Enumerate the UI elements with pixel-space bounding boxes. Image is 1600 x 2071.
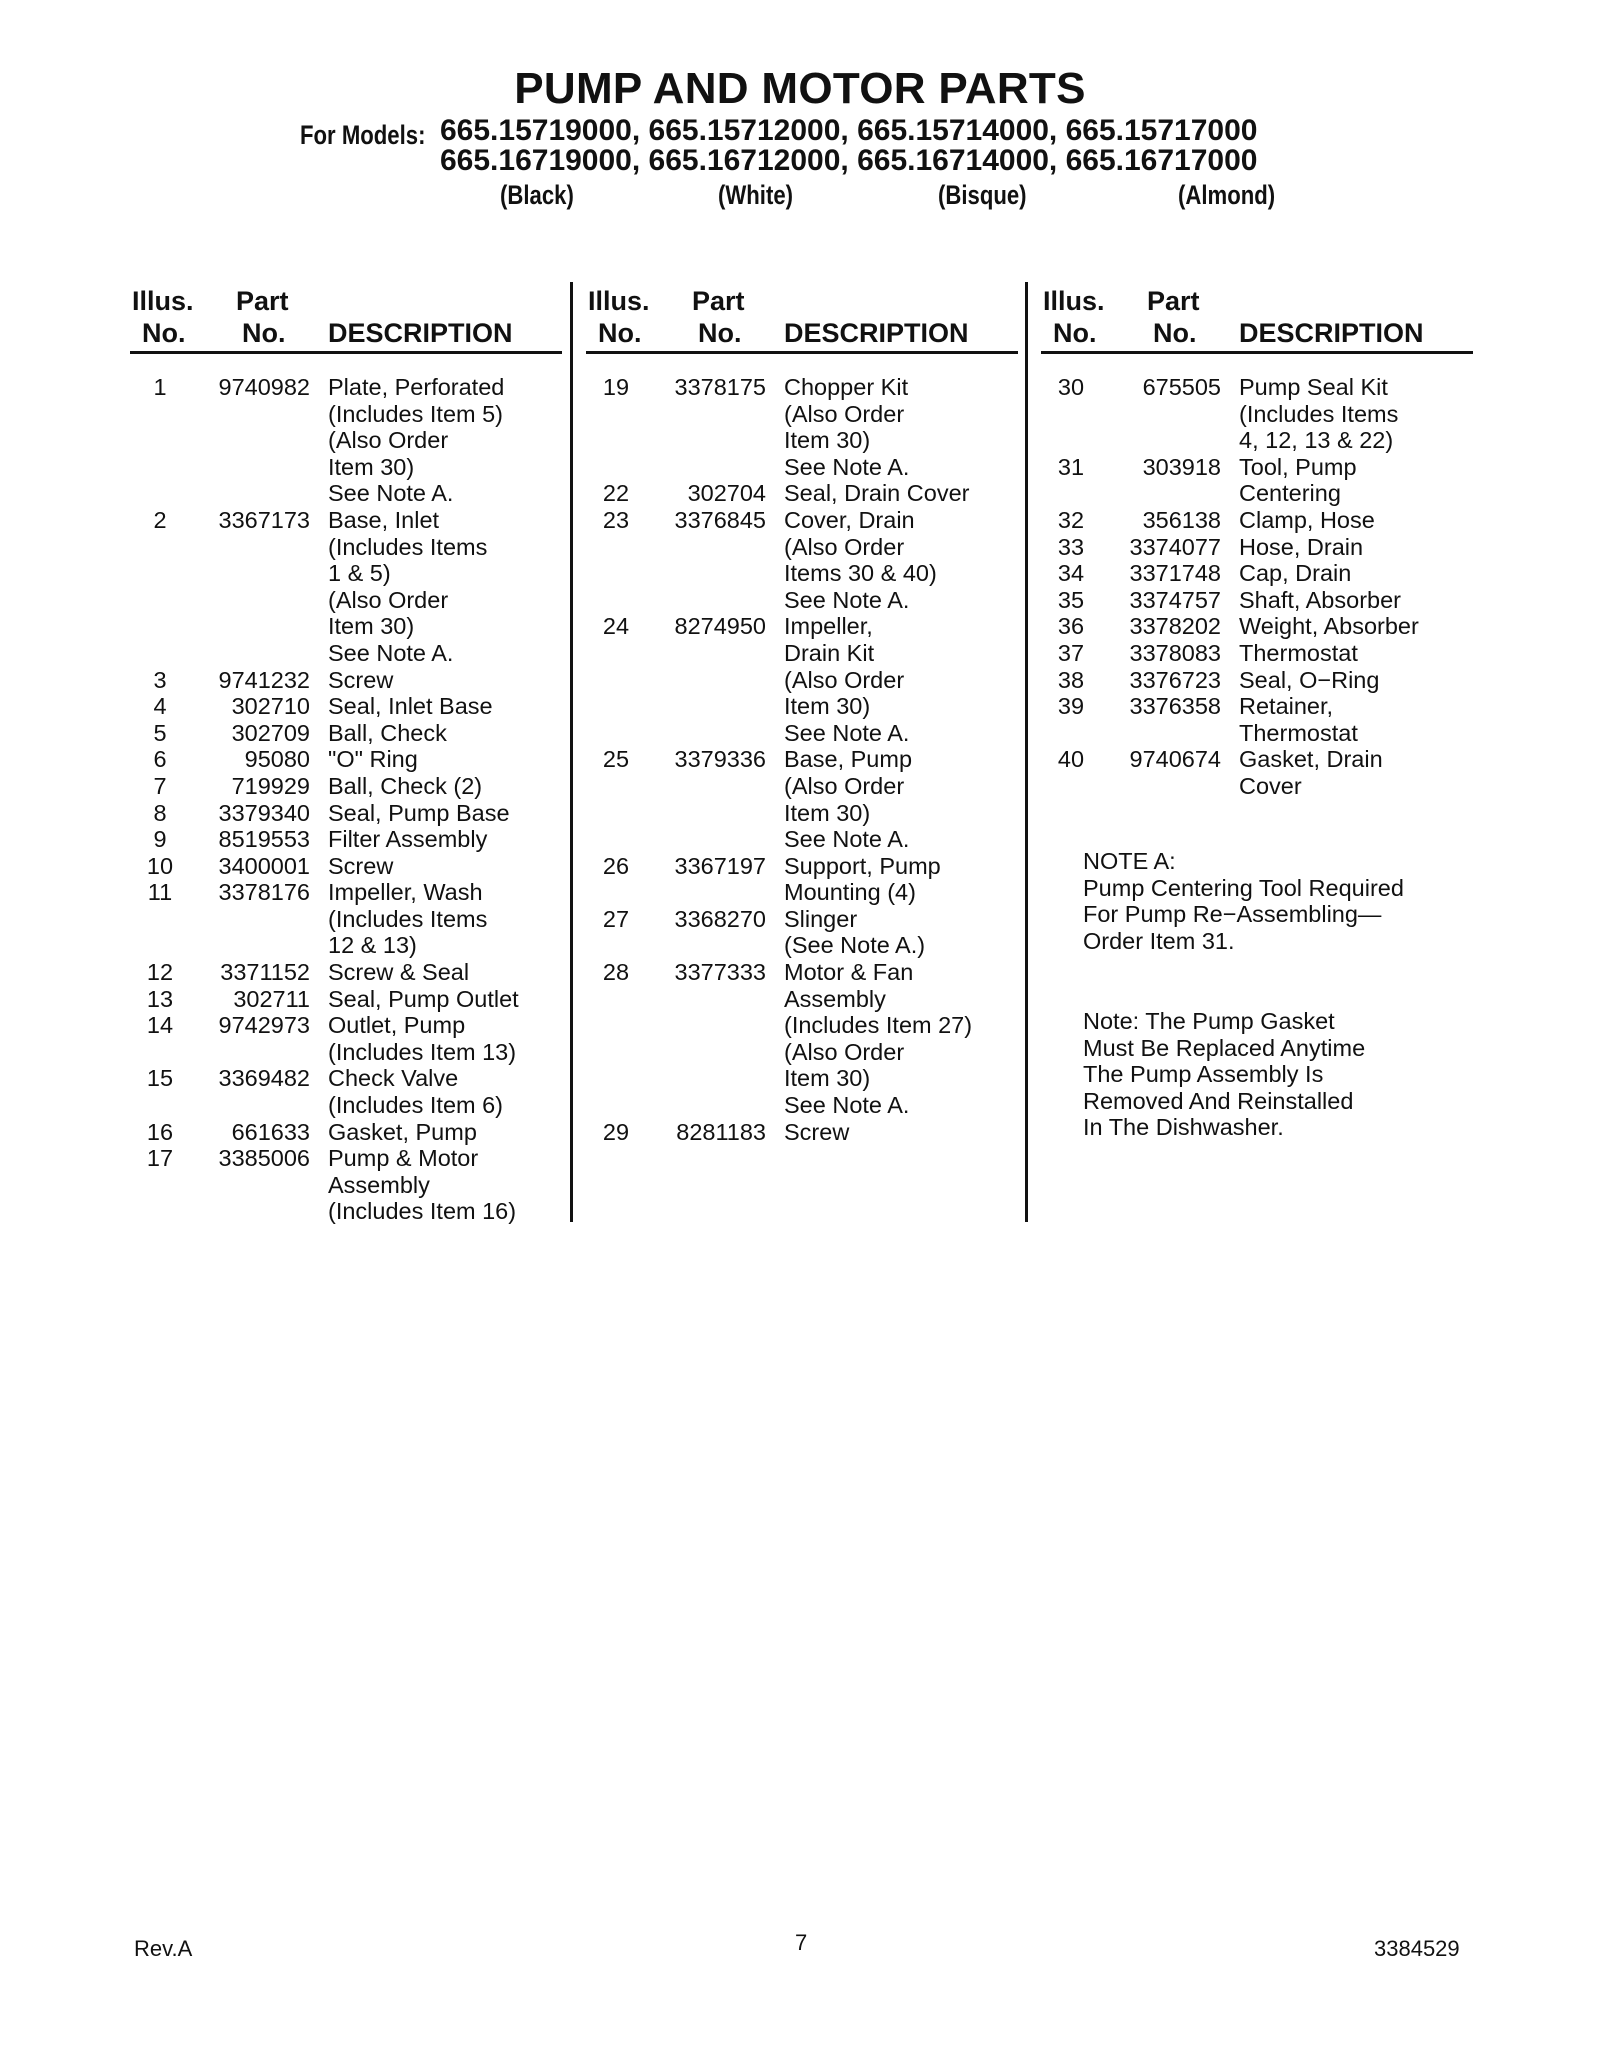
part-header-1: Part xyxy=(692,286,745,316)
part-number: 9742973 xyxy=(218,1012,310,1039)
description-line: 12 & 13) xyxy=(328,932,417,959)
illus-number: 5 xyxy=(153,719,167,746)
description-line: Tool, Pump xyxy=(1239,453,1357,480)
parts-row xyxy=(130,746,519,773)
description-line: Check Valve xyxy=(328,1065,459,1092)
part-number: 8274950 xyxy=(674,613,766,640)
part-header-2: No. xyxy=(698,318,742,348)
part-number: 3371152 xyxy=(220,959,310,986)
parts-row xyxy=(130,800,519,827)
illus-number: 40 xyxy=(1057,746,1085,773)
column-header xyxy=(586,282,1018,354)
part-description xyxy=(328,1119,519,1146)
part-number: 3400001 xyxy=(218,852,310,879)
part-description xyxy=(784,374,972,480)
part-description xyxy=(328,1065,519,1118)
part-number: 3374757 xyxy=(1129,586,1221,613)
illus-number: 23 xyxy=(602,506,630,533)
description-line: Gasket, Pump xyxy=(328,1118,477,1145)
parts-rows xyxy=(130,374,519,1225)
part-number: 3379340 xyxy=(218,799,310,826)
parts-row xyxy=(130,507,519,667)
part-header-1: Part xyxy=(236,286,289,316)
description-line: Support, Pump xyxy=(784,852,941,879)
part-description xyxy=(1239,667,1419,694)
part-number: 3369482 xyxy=(218,1065,310,1092)
note-gasket-line: The Pump Assembly Is xyxy=(1083,1061,1324,1088)
description-line: Impeller, xyxy=(784,613,873,640)
illus-number: 37 xyxy=(1057,639,1085,666)
description-line: Hose, Drain xyxy=(1239,533,1364,560)
column-header xyxy=(1041,282,1473,354)
description-line: Cap, Drain xyxy=(1239,560,1352,587)
illus-number: 36 xyxy=(1057,613,1085,640)
illus-number: 16 xyxy=(146,1118,174,1145)
illus-number: 10 xyxy=(146,852,174,879)
part-description xyxy=(328,667,519,694)
description-line: (Includes Items xyxy=(328,905,488,932)
description-line: Screw & Seal xyxy=(328,959,470,986)
illus-number: 1 xyxy=(153,374,167,400)
description-line: Assembly xyxy=(328,1171,430,1198)
parts-row xyxy=(130,773,519,800)
parts-row xyxy=(130,986,519,1013)
illus-number: 6 xyxy=(153,746,167,773)
note-a-line: Order Item 31. xyxy=(1083,927,1235,954)
part-number: 3371748 xyxy=(1129,560,1221,587)
illus-number: 12 xyxy=(146,959,174,986)
part-number: 3378176 xyxy=(218,879,310,906)
illus-number: 17 xyxy=(146,1145,174,1172)
color-black: (Black) xyxy=(500,180,574,210)
description-line: (Also Order xyxy=(784,1038,905,1065)
note-gasket xyxy=(1083,1008,1365,1141)
parts-row xyxy=(1041,374,1419,454)
description-line: Thermostat xyxy=(1239,639,1358,666)
note-gasket-line: Must Be Replaced Anytime xyxy=(1083,1034,1366,1061)
part-description xyxy=(784,507,972,613)
description-line: (Includes Items xyxy=(328,533,488,560)
parts-row xyxy=(130,1065,519,1118)
parts-row xyxy=(1041,667,1419,694)
illus-header-1: Illus. xyxy=(1043,286,1105,316)
description-line: Clamp, Hose xyxy=(1239,506,1375,533)
part-number: 3376845 xyxy=(674,506,766,533)
parts-row xyxy=(1041,587,1419,614)
description-line: Drain Kit xyxy=(784,639,875,666)
parts-row xyxy=(586,906,972,959)
parts-row xyxy=(1041,454,1419,507)
parts-row xyxy=(1041,746,1419,799)
part-description xyxy=(328,800,519,827)
parts-row xyxy=(1041,507,1419,534)
parts-row xyxy=(130,853,519,880)
description-line: Centering xyxy=(1239,480,1341,507)
illus-number: 30 xyxy=(1057,374,1085,400)
parts-row xyxy=(130,374,519,507)
part-description xyxy=(328,1145,519,1225)
description-line: Filter Assembly xyxy=(328,826,488,853)
description-line: Ball, Check (2) xyxy=(328,772,483,799)
column-divider xyxy=(570,282,573,1222)
part-description xyxy=(1239,613,1419,640)
part-description xyxy=(328,773,519,800)
parts-column-1 xyxy=(130,282,562,1225)
parts-row xyxy=(1041,693,1419,746)
note-gasket-line: Note: The Pump Gasket xyxy=(1083,1008,1335,1034)
description-line: Items 30 & 40) xyxy=(784,560,937,587)
illus-number: 29 xyxy=(602,1118,630,1145)
note-a-line: Pump Centering Tool Required xyxy=(1083,874,1404,901)
parts-row xyxy=(130,826,519,853)
description-line: Item 30) xyxy=(328,453,415,480)
column-header xyxy=(130,282,562,354)
description-line: (Includes Item 6) xyxy=(328,1092,504,1119)
illus-number: 39 xyxy=(1057,693,1085,720)
description-line: Item 30) xyxy=(784,693,871,720)
illus-header-1: Illus. xyxy=(588,286,650,316)
part-number: 9741232 xyxy=(218,666,310,693)
part-number: 303918 xyxy=(1142,453,1221,480)
color-bisque: (Bisque) xyxy=(938,180,1027,210)
part-description xyxy=(328,826,519,853)
part-number: 3385006 xyxy=(218,1145,310,1172)
part-number: 3376723 xyxy=(1129,666,1221,693)
description-line: Item 30) xyxy=(784,799,871,826)
description-line: See Note A. xyxy=(784,826,910,853)
illus-number: 4 xyxy=(153,693,167,720)
description-line: See Note A. xyxy=(784,453,910,480)
description-line: (Also Order xyxy=(328,586,449,613)
parts-row xyxy=(130,1145,519,1225)
illus-number: 28 xyxy=(602,959,630,986)
parts-row xyxy=(130,667,519,694)
illus-number: 38 xyxy=(1057,666,1085,693)
illus-number: 22 xyxy=(602,480,630,507)
part-description xyxy=(784,1119,972,1146)
illus-number: 35 xyxy=(1057,586,1085,613)
description-line: (Includes Items xyxy=(1239,400,1399,427)
description-line: See Note A. xyxy=(328,480,454,507)
parts-rows xyxy=(1041,374,1419,800)
description-line: See Note A. xyxy=(784,719,910,746)
part-description xyxy=(1239,374,1419,454)
description-line: Screw xyxy=(328,852,394,879)
part-description xyxy=(1239,693,1419,746)
parts-column-3 xyxy=(1041,282,1473,799)
part-description xyxy=(328,879,519,959)
illus-number: 33 xyxy=(1057,533,1085,560)
part-number: 3374077 xyxy=(1129,533,1221,560)
description-line: Screw xyxy=(784,1118,850,1145)
part-description xyxy=(328,853,519,880)
description-header: DESCRIPTION xyxy=(328,318,513,348)
description-line: Gasket, Drain xyxy=(1239,746,1383,773)
description-line: (Also Order xyxy=(784,533,905,560)
parts-row xyxy=(130,720,519,747)
parts-row xyxy=(1041,640,1419,667)
part-number: 3367197 xyxy=(674,852,766,879)
illus-number: 2 xyxy=(153,506,167,533)
illus-header-1: Illus. xyxy=(132,286,194,316)
part-number: 3378083 xyxy=(1129,639,1221,666)
note-a xyxy=(1083,848,1404,954)
description-line: See Note A. xyxy=(784,1092,910,1119)
description-header: DESCRIPTION xyxy=(1239,318,1424,348)
part-number: 356138 xyxy=(1142,506,1221,533)
description-line: 1 & 5) xyxy=(328,560,391,587)
illus-number: 25 xyxy=(602,746,630,773)
illus-number: 11 xyxy=(147,879,173,906)
note-gasket-line: In The Dishwasher. xyxy=(1083,1114,1284,1141)
description-line: (Also Order xyxy=(328,427,449,454)
models-line-2: 665.16719000, 665.16712000, 665.16714000, 665.16717000 xyxy=(440,144,1258,177)
illus-number: 19 xyxy=(602,374,630,400)
part-description xyxy=(328,507,519,667)
parts-rows xyxy=(586,374,972,1145)
part-description xyxy=(1239,507,1419,534)
description-line: Item 30) xyxy=(784,1065,871,1092)
parts-row xyxy=(130,693,519,720)
illus-number: 14 xyxy=(146,1012,174,1039)
part-description xyxy=(328,746,519,773)
part-description xyxy=(784,480,972,507)
part-number: 661633 xyxy=(231,1118,310,1145)
parts-row xyxy=(586,507,972,613)
page-number: 7 xyxy=(795,1930,808,1955)
part-description xyxy=(328,693,519,720)
parts-row xyxy=(586,959,972,1119)
parts-row xyxy=(1041,613,1419,640)
part-description xyxy=(1239,560,1419,587)
note-a-line: NOTE A: xyxy=(1083,848,1176,874)
part-description xyxy=(1239,454,1419,507)
parts-row xyxy=(586,1119,972,1146)
part-number: 9740674 xyxy=(1129,746,1221,773)
illus-number: 15 xyxy=(146,1065,174,1092)
description-line: (Also Order xyxy=(784,400,905,427)
document-number: 3384529 xyxy=(1374,1936,1460,1961)
part-number: 3377333 xyxy=(674,959,766,986)
note-a-line: For Pump Re−Assembling— xyxy=(1083,901,1382,928)
part-number: 675505 xyxy=(1142,374,1221,400)
description-line: Thermostat xyxy=(1239,719,1358,746)
part-description xyxy=(784,613,972,746)
part-number: 3367173 xyxy=(218,506,310,533)
description-line: Mounting (4) xyxy=(784,879,916,906)
part-description xyxy=(328,374,519,507)
parts-row xyxy=(586,374,972,480)
description-line: Base, Pump xyxy=(784,746,913,773)
description-line: Cover, Drain xyxy=(784,506,915,533)
illus-number: 8 xyxy=(153,799,167,826)
description-line: (See Note A.) xyxy=(784,932,926,959)
part-number: 3376358 xyxy=(1129,693,1221,720)
parts-row xyxy=(130,1012,519,1065)
parts-row xyxy=(586,613,972,746)
part-description xyxy=(1239,534,1419,561)
description-line: Impeller, Wash xyxy=(328,879,483,906)
description-line: Base, Inlet xyxy=(328,506,440,533)
part-header-1: Part xyxy=(1147,286,1200,316)
models-label: For Models: xyxy=(300,120,426,150)
part-header-2: No. xyxy=(1153,318,1197,348)
illus-number: 27 xyxy=(602,905,630,932)
description-line: Outlet, Pump xyxy=(328,1012,466,1039)
description-line: Seal, Pump Outlet xyxy=(328,985,519,1012)
part-number: 3379336 xyxy=(674,746,766,773)
description-line: Motor & Fan xyxy=(784,959,914,986)
part-number: 3378202 xyxy=(1129,613,1221,640)
part-number: 8281183 xyxy=(676,1118,766,1145)
part-header-2: No. xyxy=(242,318,286,348)
description-line: (Includes Item 27) xyxy=(784,1012,973,1039)
illus-number: 9 xyxy=(153,826,167,853)
description-line: (Includes Item 16) xyxy=(328,1198,517,1225)
part-number: 302711 xyxy=(233,985,310,1012)
illus-header-2: No. xyxy=(1053,318,1097,348)
illus-number: 24 xyxy=(602,613,630,640)
description-line: Seal, O−Ring xyxy=(1239,666,1380,693)
part-number: 95080 xyxy=(244,746,310,773)
illus-number: 32 xyxy=(1057,506,1085,533)
description-line: Chopper Kit xyxy=(784,374,909,400)
note-gasket-line: Removed And Reinstalled xyxy=(1083,1087,1354,1114)
illus-number: 31 xyxy=(1057,453,1085,480)
illus-number: 26 xyxy=(602,852,630,879)
part-description xyxy=(328,720,519,747)
part-description xyxy=(328,986,519,1013)
description-header: DESCRIPTION xyxy=(784,318,969,348)
description-line: Seal, Pump Base xyxy=(328,799,510,826)
part-number: 3378175 xyxy=(674,374,766,400)
description-line: Seal, Drain Cover xyxy=(784,480,970,507)
part-number: 302704 xyxy=(687,480,766,507)
parts-row xyxy=(586,746,972,852)
parts-row xyxy=(586,853,972,906)
illus-header-2: No. xyxy=(142,318,186,348)
color-almond: (Almond) xyxy=(1178,180,1276,210)
description-line: (Includes Item 5) xyxy=(328,400,504,427)
description-line: (Also Order xyxy=(784,772,905,799)
description-line: Slinger xyxy=(784,905,858,932)
part-description xyxy=(1239,640,1419,667)
parts-row xyxy=(130,959,519,986)
part-description xyxy=(1239,746,1419,799)
parts-row xyxy=(1041,534,1419,561)
models-line-1: 665.15719000, 665.15712000, 665.15714000, 665.15717000 xyxy=(440,114,1258,147)
description-line: Screw xyxy=(328,666,394,693)
part-number: 8519553 xyxy=(218,826,310,853)
parts-row xyxy=(130,879,519,959)
description-line: Plate, Perforated xyxy=(328,374,505,400)
part-number: 719929 xyxy=(231,772,310,799)
part-number: 9740982 xyxy=(218,374,310,400)
description-line: (Also Order xyxy=(784,666,905,693)
part-description xyxy=(784,853,972,906)
description-line: Pump Seal Kit xyxy=(1239,374,1388,400)
illus-number: 13 xyxy=(146,985,174,1012)
description-line: Shaft, Absorber xyxy=(1239,586,1401,613)
part-description xyxy=(784,746,972,852)
description-line: (Includes Item 13) xyxy=(328,1038,517,1065)
parts-column-2 xyxy=(586,282,1018,1145)
description-line: Ball, Check xyxy=(328,719,447,746)
parts-row xyxy=(1041,560,1419,587)
description-line: Assembly xyxy=(784,985,886,1012)
part-description xyxy=(328,1012,519,1065)
illus-number: 34 xyxy=(1057,560,1085,587)
description-line: "O" Ring xyxy=(328,746,418,773)
illus-number: 3 xyxy=(153,666,167,693)
description-line: See Note A. xyxy=(328,639,454,666)
page-title: PUMP AND MOTOR PARTS xyxy=(514,64,1086,113)
description-line: Seal, Inlet Base xyxy=(328,693,493,720)
part-number: 302709 xyxy=(231,719,310,746)
description-line: 4, 12, 13 & 22) xyxy=(1239,427,1394,454)
part-number: 3368270 xyxy=(674,905,766,932)
description-line: Pump & Motor xyxy=(328,1145,479,1172)
revision-label: Rev.A xyxy=(134,1936,193,1961)
part-description xyxy=(784,959,972,1119)
description-line: Cover xyxy=(1239,772,1302,799)
description-line: Item 30) xyxy=(784,427,871,454)
description-line: Item 30) xyxy=(328,613,415,640)
part-description xyxy=(784,906,972,959)
column-divider xyxy=(1025,282,1028,1222)
parts-row xyxy=(586,480,972,507)
illus-number: 7 xyxy=(153,772,167,799)
description-line: Retainer, xyxy=(1239,693,1334,720)
description-line: See Note A. xyxy=(784,586,910,613)
color-white: (White) xyxy=(718,180,794,210)
part-number: 302710 xyxy=(231,693,310,720)
illus-header-2: No. xyxy=(598,318,642,348)
description-line: Weight, Absorber xyxy=(1239,613,1419,640)
part-description xyxy=(1239,587,1419,614)
part-description xyxy=(328,959,519,986)
parts-row xyxy=(130,1119,519,1146)
